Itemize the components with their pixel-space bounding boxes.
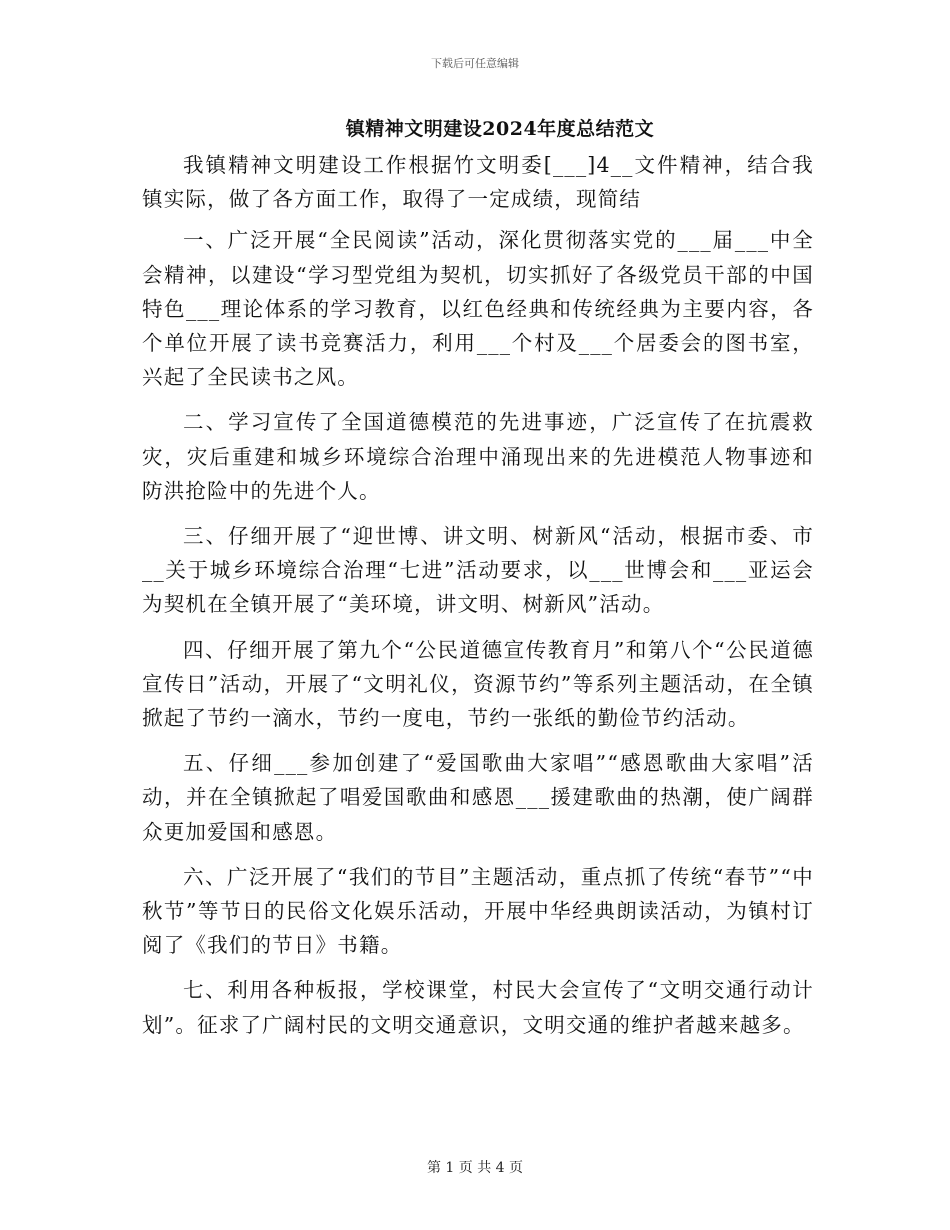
section-4-paragraph: 四、仔细开展了第九个“公民道德宣传教育月”和第八个“公民道德宣传日”活动，开展了“文明礼仪，资源节约”等系列主题活动，在全镇掀起了节约一滴水，节约一度电，节约一张纸的勤俭节约活动。 xyxy=(142,637,814,731)
document-title: 镇精神文明建设2024年度总结范文 xyxy=(345,118,655,140)
section-2-paragraph: 二、学习宣传了全国道德模范的先进事迹，广泛宣传了在抗震救灾，灾后重建和城乡环境综合治理中涌现出来的先进模范人物事迹和防洪抢险中的先进个人。 xyxy=(142,410,814,503)
intro-paragraph: 我镇精神文明建设工作根据竹文明委[___]4__文件精神，结合我镇实际，做了各方面工作，取得了一定成绩，现简结 xyxy=(142,153,814,212)
section-3-paragraph: 三、仔细开展了“迎世博、讲文明、树新风“活动，根据市委、市__关于城乡环境综合治理“七进”活动要求，以___世博会和___亚运会为契机在全镇开展了“美环境，讲文明、树新风”活动。 xyxy=(142,524,814,617)
section-1-paragraph: 一、广泛开展“全民阅读”活动，深化贯彻落实党的___届___中全会精神，以建设“学习型党组为契机，切实抓好了各级党员干部的中国特色___理论体系的学习教育，以红色经典和传统经典为主要内容，各个单位开展了读书竞赛活力，利用___个村及___个居委会的图书室，兴起了全民读书之风。 xyxy=(142,228,814,390)
header-note: 下载后可任意编辑 xyxy=(431,57,519,70)
section-5-paragraph: 五、仔细___参加创建了“爱国歌曲大家唱”“感恩歌曲大家唱”活动，并在全镇掀起了唱爱国歌曲和感恩___援建歌曲的热潮，使广阔群众更加爱国和感恩。 xyxy=(142,751,814,844)
section-7-paragraph: 七、利用各种板报，学校课堂，村民大会宣传了“文明交通行动计划”。征求了广阔村民的文明交通意识，文明交通的维护者越来越多。 xyxy=(142,978,814,1037)
document-body xyxy=(142,148,814,1042)
page-number: 第 1 页 共 4 页 xyxy=(426,1160,524,1176)
section-6-paragraph: 六、广泛开展了“我们的节目”主题活动，重点抓了传统“春节”“中秋节”等节日的民俗文化娱乐活动，开展中华经典朗读活动，为镇村订阅了《我们的节日》书籍。 xyxy=(142,864,814,958)
